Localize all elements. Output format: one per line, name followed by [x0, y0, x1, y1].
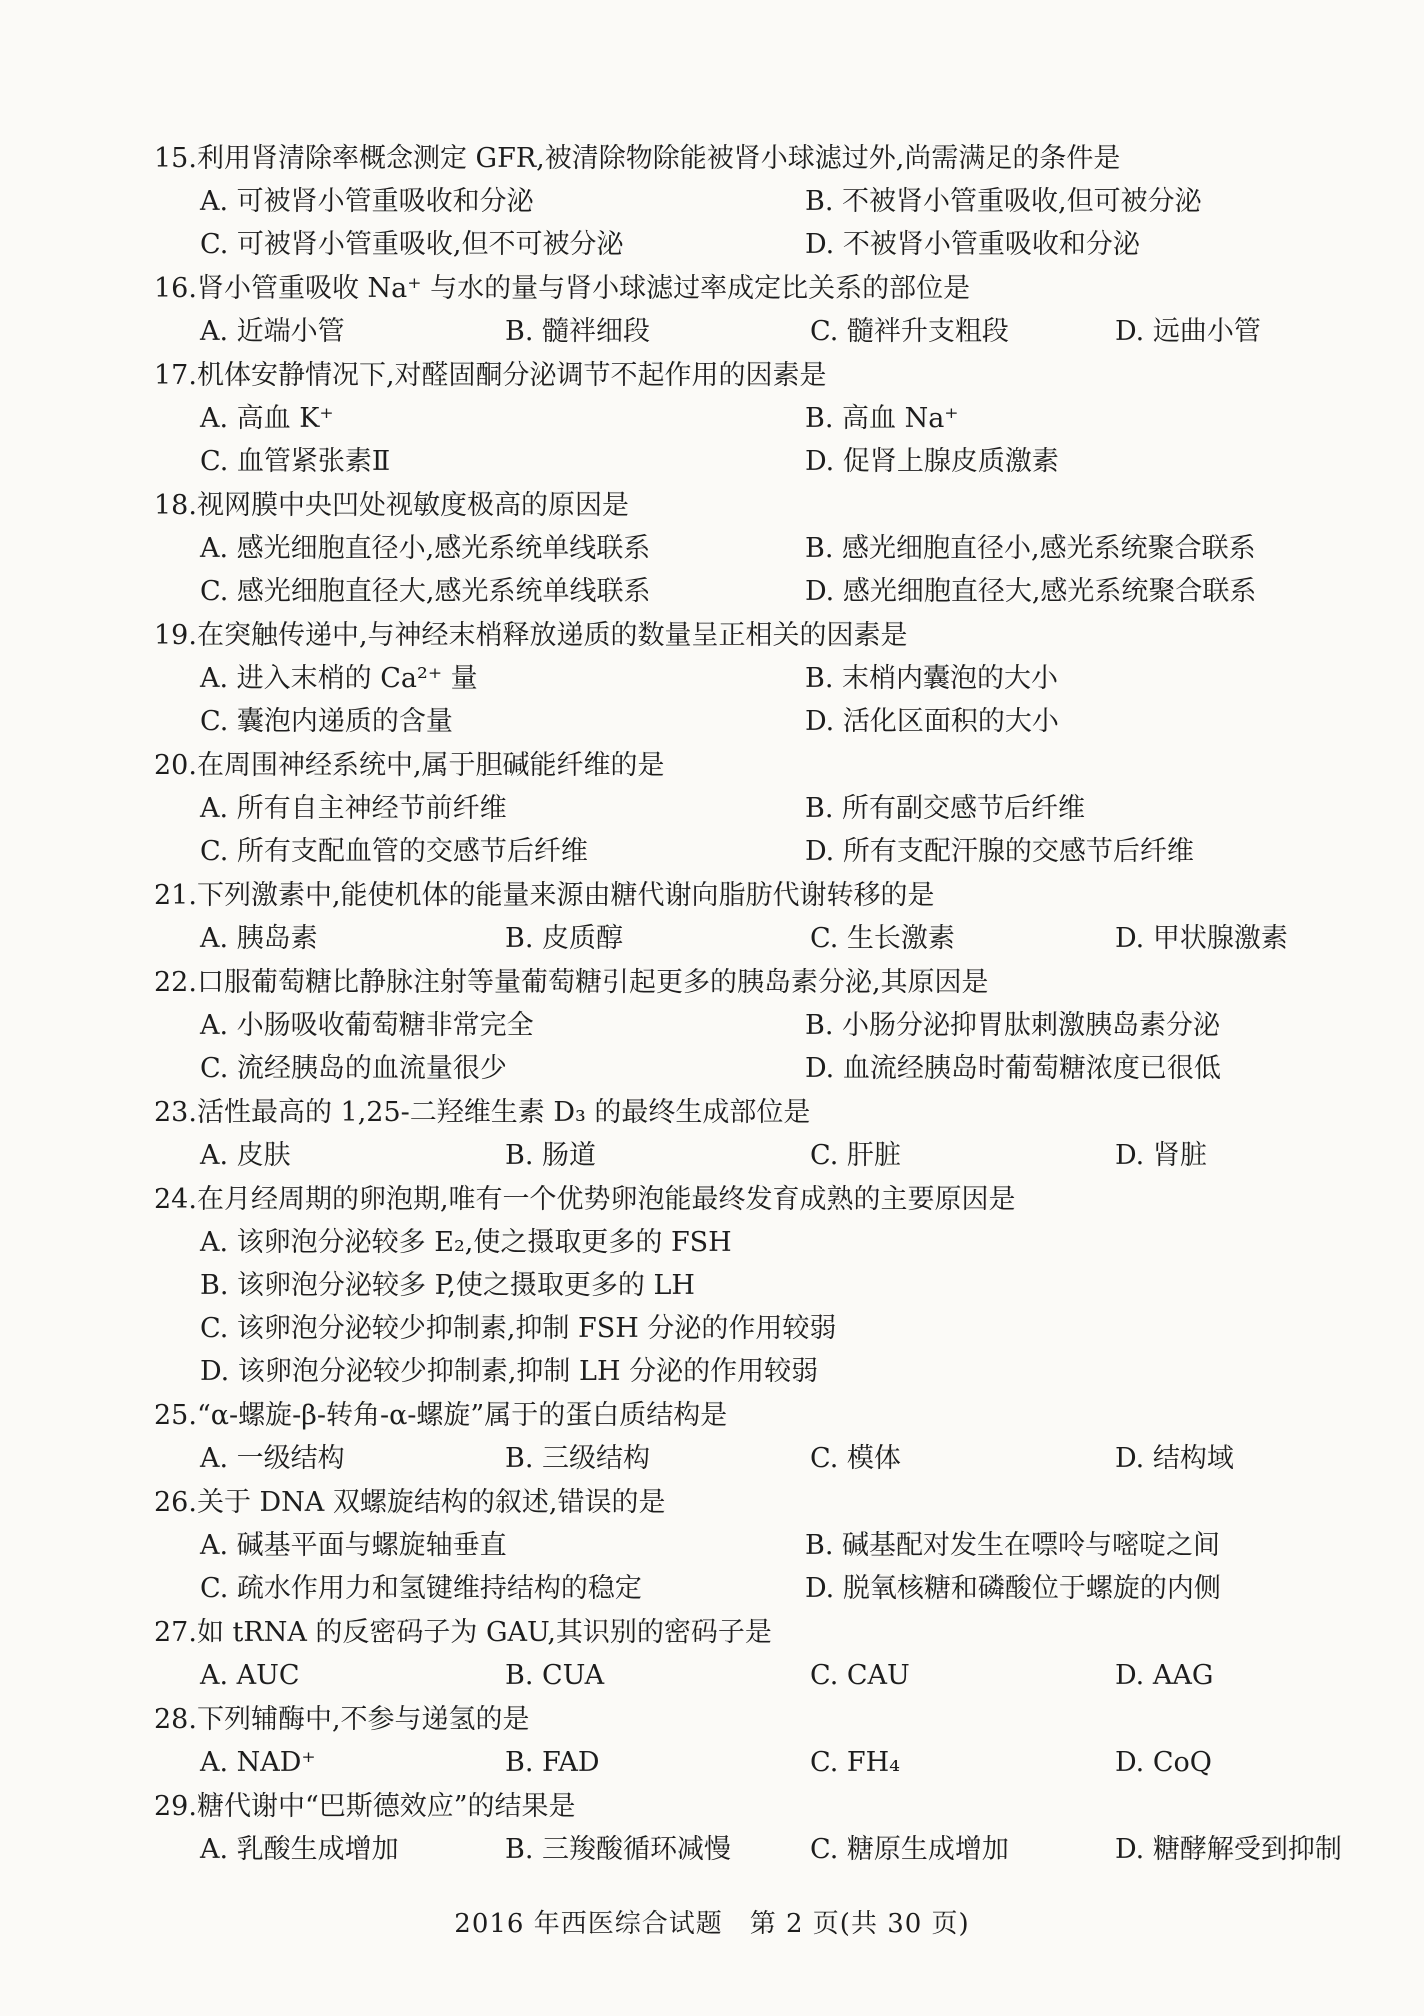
question: [154, 485, 1364, 613]
option-group: [200, 1134, 1364, 1177]
answer-option: A. 高血 K⁺: [200, 403, 334, 434]
answer-option: B. 皮质醇: [505, 923, 624, 954]
question-stem: 15.利用肾清除率概念测定 GFR,被清除物除能被肾小球滤过外,尚需满足的条件是: [154, 143, 1121, 174]
answer-option: A. 所有自主神经节前纤维: [200, 793, 507, 824]
answer-option: D. AAG: [1115, 1660, 1214, 1691]
answer-option: D. 血流经胰岛时葡萄糖浓度已很低: [805, 1053, 1221, 1084]
answer-option: A. 皮肤: [200, 1140, 291, 1171]
answer-option: B. 感光细胞直径小,感光系统聚合联系: [805, 533, 1256, 564]
answer-option: D. 活化区面积的大小: [805, 706, 1059, 737]
question: [154, 1395, 1364, 1480]
question: [154, 875, 1364, 960]
question-stem: 17.机体安静情况下,对醛固酮分泌调节不起作用的因素是: [154, 360, 827, 391]
answer-option: C. 所有支配血管的交感节后纤维: [200, 836, 588, 867]
question: [154, 1179, 1364, 1393]
answer-option: C. 疏水作用力和氢键维持结构的稳定: [200, 1573, 642, 1604]
answer-option: B. 髓袢细段: [505, 316, 651, 347]
answer-option: C. 感光细胞直径大,感光系统单线联系: [200, 576, 651, 607]
question-stem: 16.肾小管重吸收 Na⁺ 与水的量与肾小球滤过率成定比关系的部位是: [154, 273, 971, 304]
question: [154, 268, 1364, 353]
option-group: [200, 310, 1364, 353]
option-group: [200, 917, 1364, 960]
option-group: [200, 180, 1364, 266]
answer-option: A. 可被肾小管重吸收和分泌: [200, 186, 534, 217]
question-stem: 26.关于 DNA 双螺旋结构的叙述,错误的是: [154, 1487, 666, 1518]
answer-option: D. 甲状腺激素: [1115, 923, 1288, 954]
answer-option: A. 进入末梢的 Ca²⁺ 量: [200, 663, 478, 694]
question-stem: 23.活性最高的 1,25-二羟维生素 D₃ 的最终生成部位是: [154, 1097, 811, 1128]
answer-option: C. 肝脏: [810, 1140, 901, 1171]
answer-option: B. 该卵泡分泌较多 P,使之摄取更多的 LH: [200, 1270, 695, 1301]
answer-option: B. 不被肾小管重吸收,但可被分泌: [805, 186, 1202, 217]
answer-option: B. 肠道: [505, 1140, 597, 1171]
option-group: [200, 1741, 1364, 1784]
answer-option: B. 三羧酸循环减慢: [505, 1834, 732, 1865]
question: [154, 1482, 1364, 1610]
option-group: [200, 1004, 1364, 1090]
answer-option: C. 髓袢升支粗段: [810, 316, 1009, 347]
option-group: [200, 787, 1364, 873]
answer-option: C. 糖原生成增加: [810, 1834, 1009, 1865]
question-stem: 21.下列激素中,能使机体的能量来源由糖代谢向脂肪代谢转移的是: [154, 880, 935, 911]
answer-option: D. 不被肾小管重吸收和分泌: [805, 229, 1140, 260]
answer-option: D. 促肾上腺皮质激素: [805, 446, 1059, 477]
question: [154, 962, 1364, 1090]
answer-option: B. 小肠分泌抑胃肽刺激胰岛素分泌: [805, 1010, 1221, 1041]
answer-option: C. FH₄: [810, 1747, 900, 1778]
answer-option: B. 所有副交感节后纤维: [805, 793, 1086, 824]
question-stem: 28.下列辅酶中,不参与递氢的是: [154, 1704, 530, 1735]
option-group: [200, 397, 1364, 483]
question: [154, 1092, 1364, 1177]
answer-option: C. 模体: [810, 1443, 901, 1474]
answer-option: D. 糖酵解受到抑制: [1115, 1834, 1342, 1865]
answer-option: D. 该卵泡分泌较少抑制素,抑制 LH 分泌的作用较弱: [200, 1356, 819, 1387]
answer-option: A. NAD⁺: [200, 1747, 316, 1778]
answer-option: C. CAU: [810, 1660, 910, 1691]
question-stem: 27.如 tRNA 的反密码子为 GAU,其识别的密码子是: [154, 1617, 772, 1648]
answer-option: D. 感光细胞直径大,感光系统聚合联系: [805, 576, 1257, 607]
question-stem: 20.在周围神经系统中,属于胆碱能纤维的是: [154, 750, 665, 781]
option-group: [200, 1221, 1364, 1393]
answer-option: C. 囊泡内递质的含量: [200, 706, 453, 737]
answer-option: D. 所有支配汗腺的交感节后纤维: [805, 836, 1194, 867]
answer-option: B. 碱基配对发生在嘌呤与嘧啶之间: [805, 1530, 1221, 1561]
answer-option: D. 脱氧核糖和磷酸位于螺旋的内侧: [805, 1573, 1221, 1604]
option-group: [200, 1437, 1364, 1480]
question-stem: 24.在月经周期的卵泡期,唯有一个优势卵泡能最终发育成熟的主要原因是: [154, 1184, 1016, 1215]
answer-option: A. 碱基平面与螺旋轴垂直: [200, 1530, 507, 1561]
answer-option: B. CUA: [505, 1660, 605, 1691]
question: [154, 355, 1364, 483]
answer-option: A. 近端小管: [200, 316, 345, 347]
question: [154, 1699, 1364, 1784]
answer-option: B. FAD: [505, 1747, 600, 1778]
answer-option: A. 乳酸生成增加: [200, 1834, 399, 1865]
answer-option: D. 结构域: [1115, 1443, 1234, 1474]
question-stem: 25.“α-螺旋-β-转角-α-螺旋”属于的蛋白质结构是: [154, 1400, 728, 1431]
question-stem: 19.在突触传递中,与神经末梢释放递质的数量呈正相关的因素是: [154, 620, 908, 651]
answer-option: A. 胰岛素: [200, 923, 318, 954]
question: [154, 1786, 1364, 1871]
answer-option: C. 流经胰岛的血流量很少: [200, 1053, 507, 1084]
answer-option: D. 远曲小管: [1115, 316, 1261, 347]
answer-option: C. 生长激素: [810, 923, 955, 954]
answer-option: B. 三级结构: [505, 1443, 651, 1474]
question: [154, 138, 1364, 266]
question-stem: 18.视网膜中央凹处视敏度极高的原因是: [154, 490, 629, 521]
answer-option: C. 该卵泡分泌较少抑制素,抑制 FSH 分泌的作用较弱: [200, 1313, 837, 1344]
option-group: [200, 1524, 1364, 1610]
answer-option: D. 肾脏: [1115, 1140, 1207, 1171]
page-footer: 2016 年西医综合试题 第 2 页(共 30 页): [454, 1909, 970, 1939]
question: [154, 1612, 1364, 1697]
option-group: [200, 657, 1364, 743]
question-stem: 29.糖代谢中“巴斯德效应”的结果是: [154, 1791, 576, 1822]
answer-option: C. 可被肾小管重吸收,但不可被分泌: [200, 229, 624, 260]
answer-option: A. 感光细胞直径小,感光系统单线联系: [200, 533, 651, 564]
question-list: [154, 138, 1364, 1871]
option-group: [200, 527, 1364, 613]
answer-option: A. 该卵泡分泌较多 E₂,使之摄取更多的 FSH: [200, 1227, 732, 1258]
option-group: [200, 1828, 1364, 1871]
answer-option: C. 血管紧张素Ⅱ: [200, 446, 391, 477]
question: [154, 615, 1364, 743]
answer-option: A. AUC: [200, 1660, 300, 1691]
question-stem: 22.口服葡萄糖比静脉注射等量葡萄糖引起更多的胰岛素分泌,其原因是: [154, 967, 989, 998]
answer-option: B. 末梢内囊泡的大小: [805, 663, 1059, 694]
question: [154, 745, 1364, 873]
answer-option: A. 小肠吸收葡萄糖非常完全: [200, 1010, 534, 1041]
answer-option: A. 一级结构: [200, 1443, 345, 1474]
option-group: [200, 1654, 1364, 1697]
answer-option: D. CoQ: [1115, 1747, 1212, 1778]
answer-option: B. 高血 Na⁺: [805, 403, 959, 434]
